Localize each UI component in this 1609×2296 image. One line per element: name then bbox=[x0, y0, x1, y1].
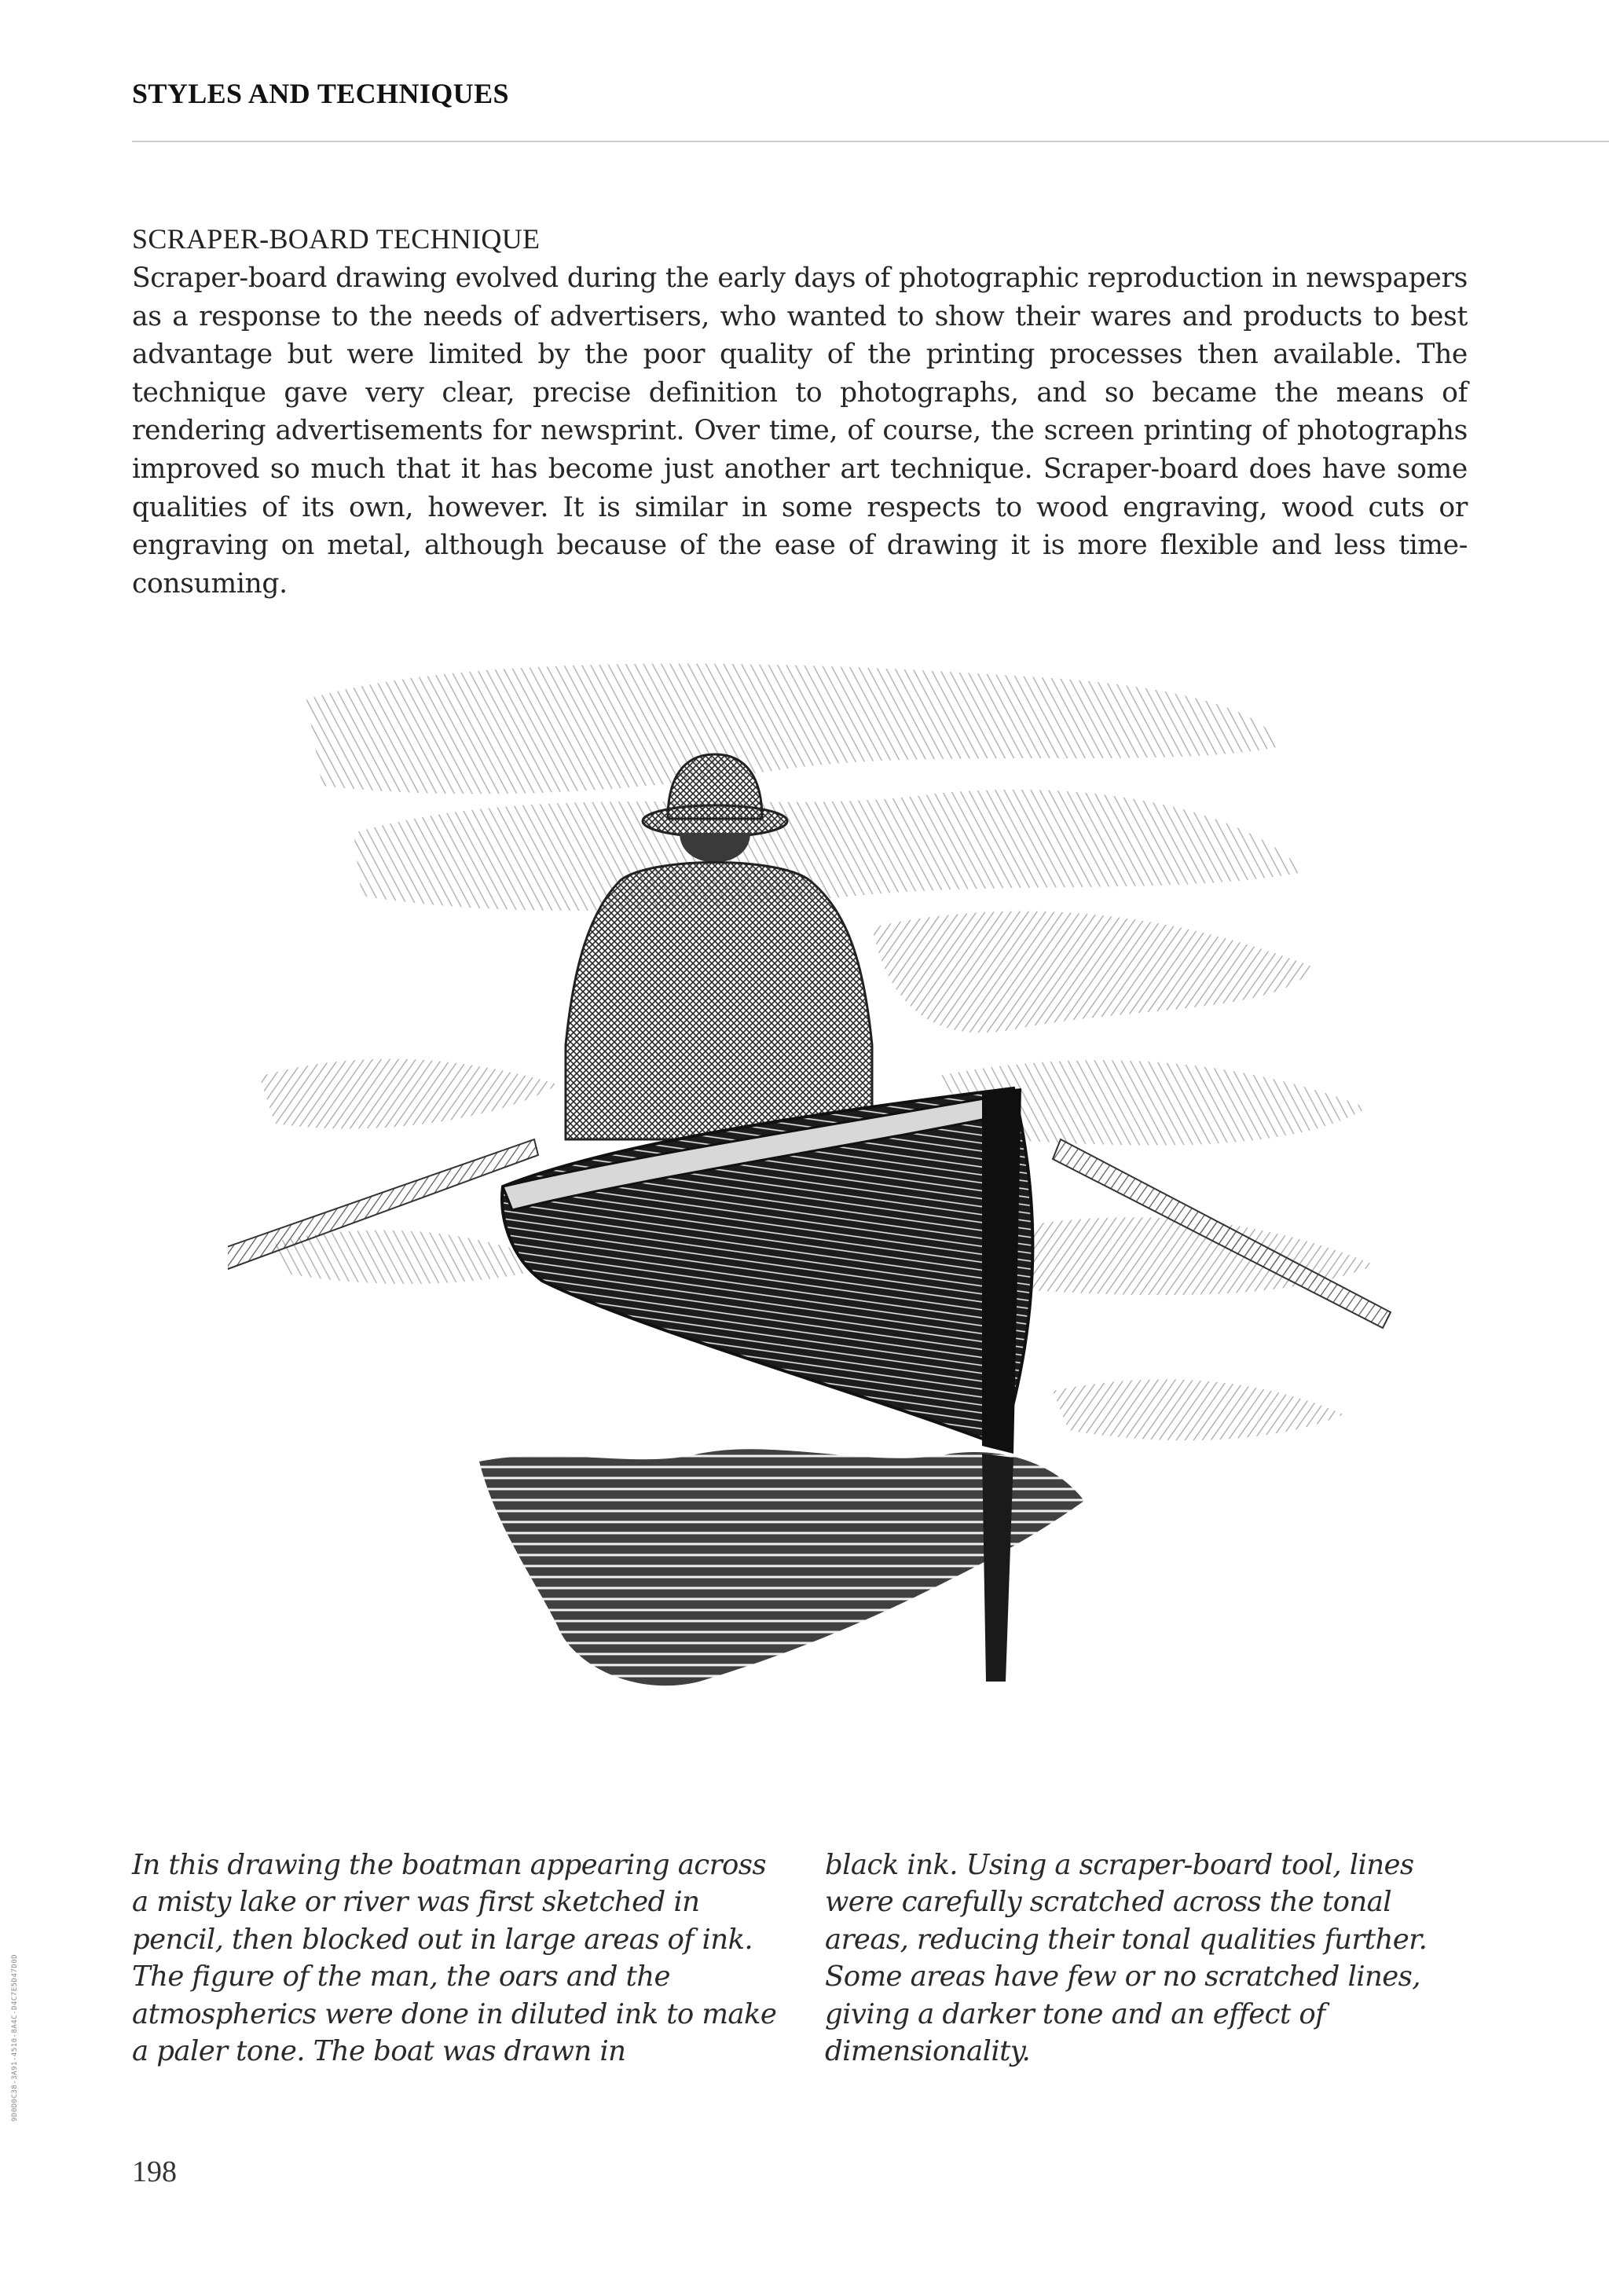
header-rule bbox=[132, 141, 1609, 142]
caption-left: In this drawing the boatman appearing across a misty lake or river was first sketched in pencil, then blocked out in large areas of ink. The figure of the man, the oars and the atmospherics were done in diluted ink to make a paler tone. The boat was drawn in bbox=[132, 1849, 777, 2068]
caption-right: black ink. Using a scraper-board tool, lines were carefully scratched across the tonal areas, reducing their tonal qualities further. Some areas have few or no scratched lines, giving a darker tone and an effect of dimensionality. bbox=[825, 1849, 1428, 2068]
page-number: 198 bbox=[132, 2155, 177, 2188]
boatman-illustration bbox=[228, 636, 1406, 1815]
rowboat bbox=[502, 1088, 1032, 1454]
running-head: STYLES AND TECHNIQUES bbox=[132, 78, 509, 109]
section-title: SCRAPER-BOARD TECHNIQUE bbox=[132, 223, 541, 255]
water-reflection bbox=[479, 1449, 1084, 1685]
side-code: 9D0D0C38-3A91-4510-8A4C-D4C7E5D47D0D bbox=[11, 1953, 19, 2122]
body-paragraph: Scraper-board drawing evolved during the early days of photographic reproduction in newspapers as a response to the needs of advertisers, who wanted to show their wares and products to best advantage but were limited by the poor quality of the printing processes then available. The technique gave very clear, precise definition to photographs, and so became the means of rendering advertisements for newsprint. Over time, of course, the screen printing of photographs improved so much that it has become just another art technique. Scraper-board does have some qualities of its own, however. It is similar in some respects to wood engraving, wood cuts or engraving on metal, although because of the ease of drawing it is more flexible and less time-consuming. bbox=[132, 262, 1468, 600]
